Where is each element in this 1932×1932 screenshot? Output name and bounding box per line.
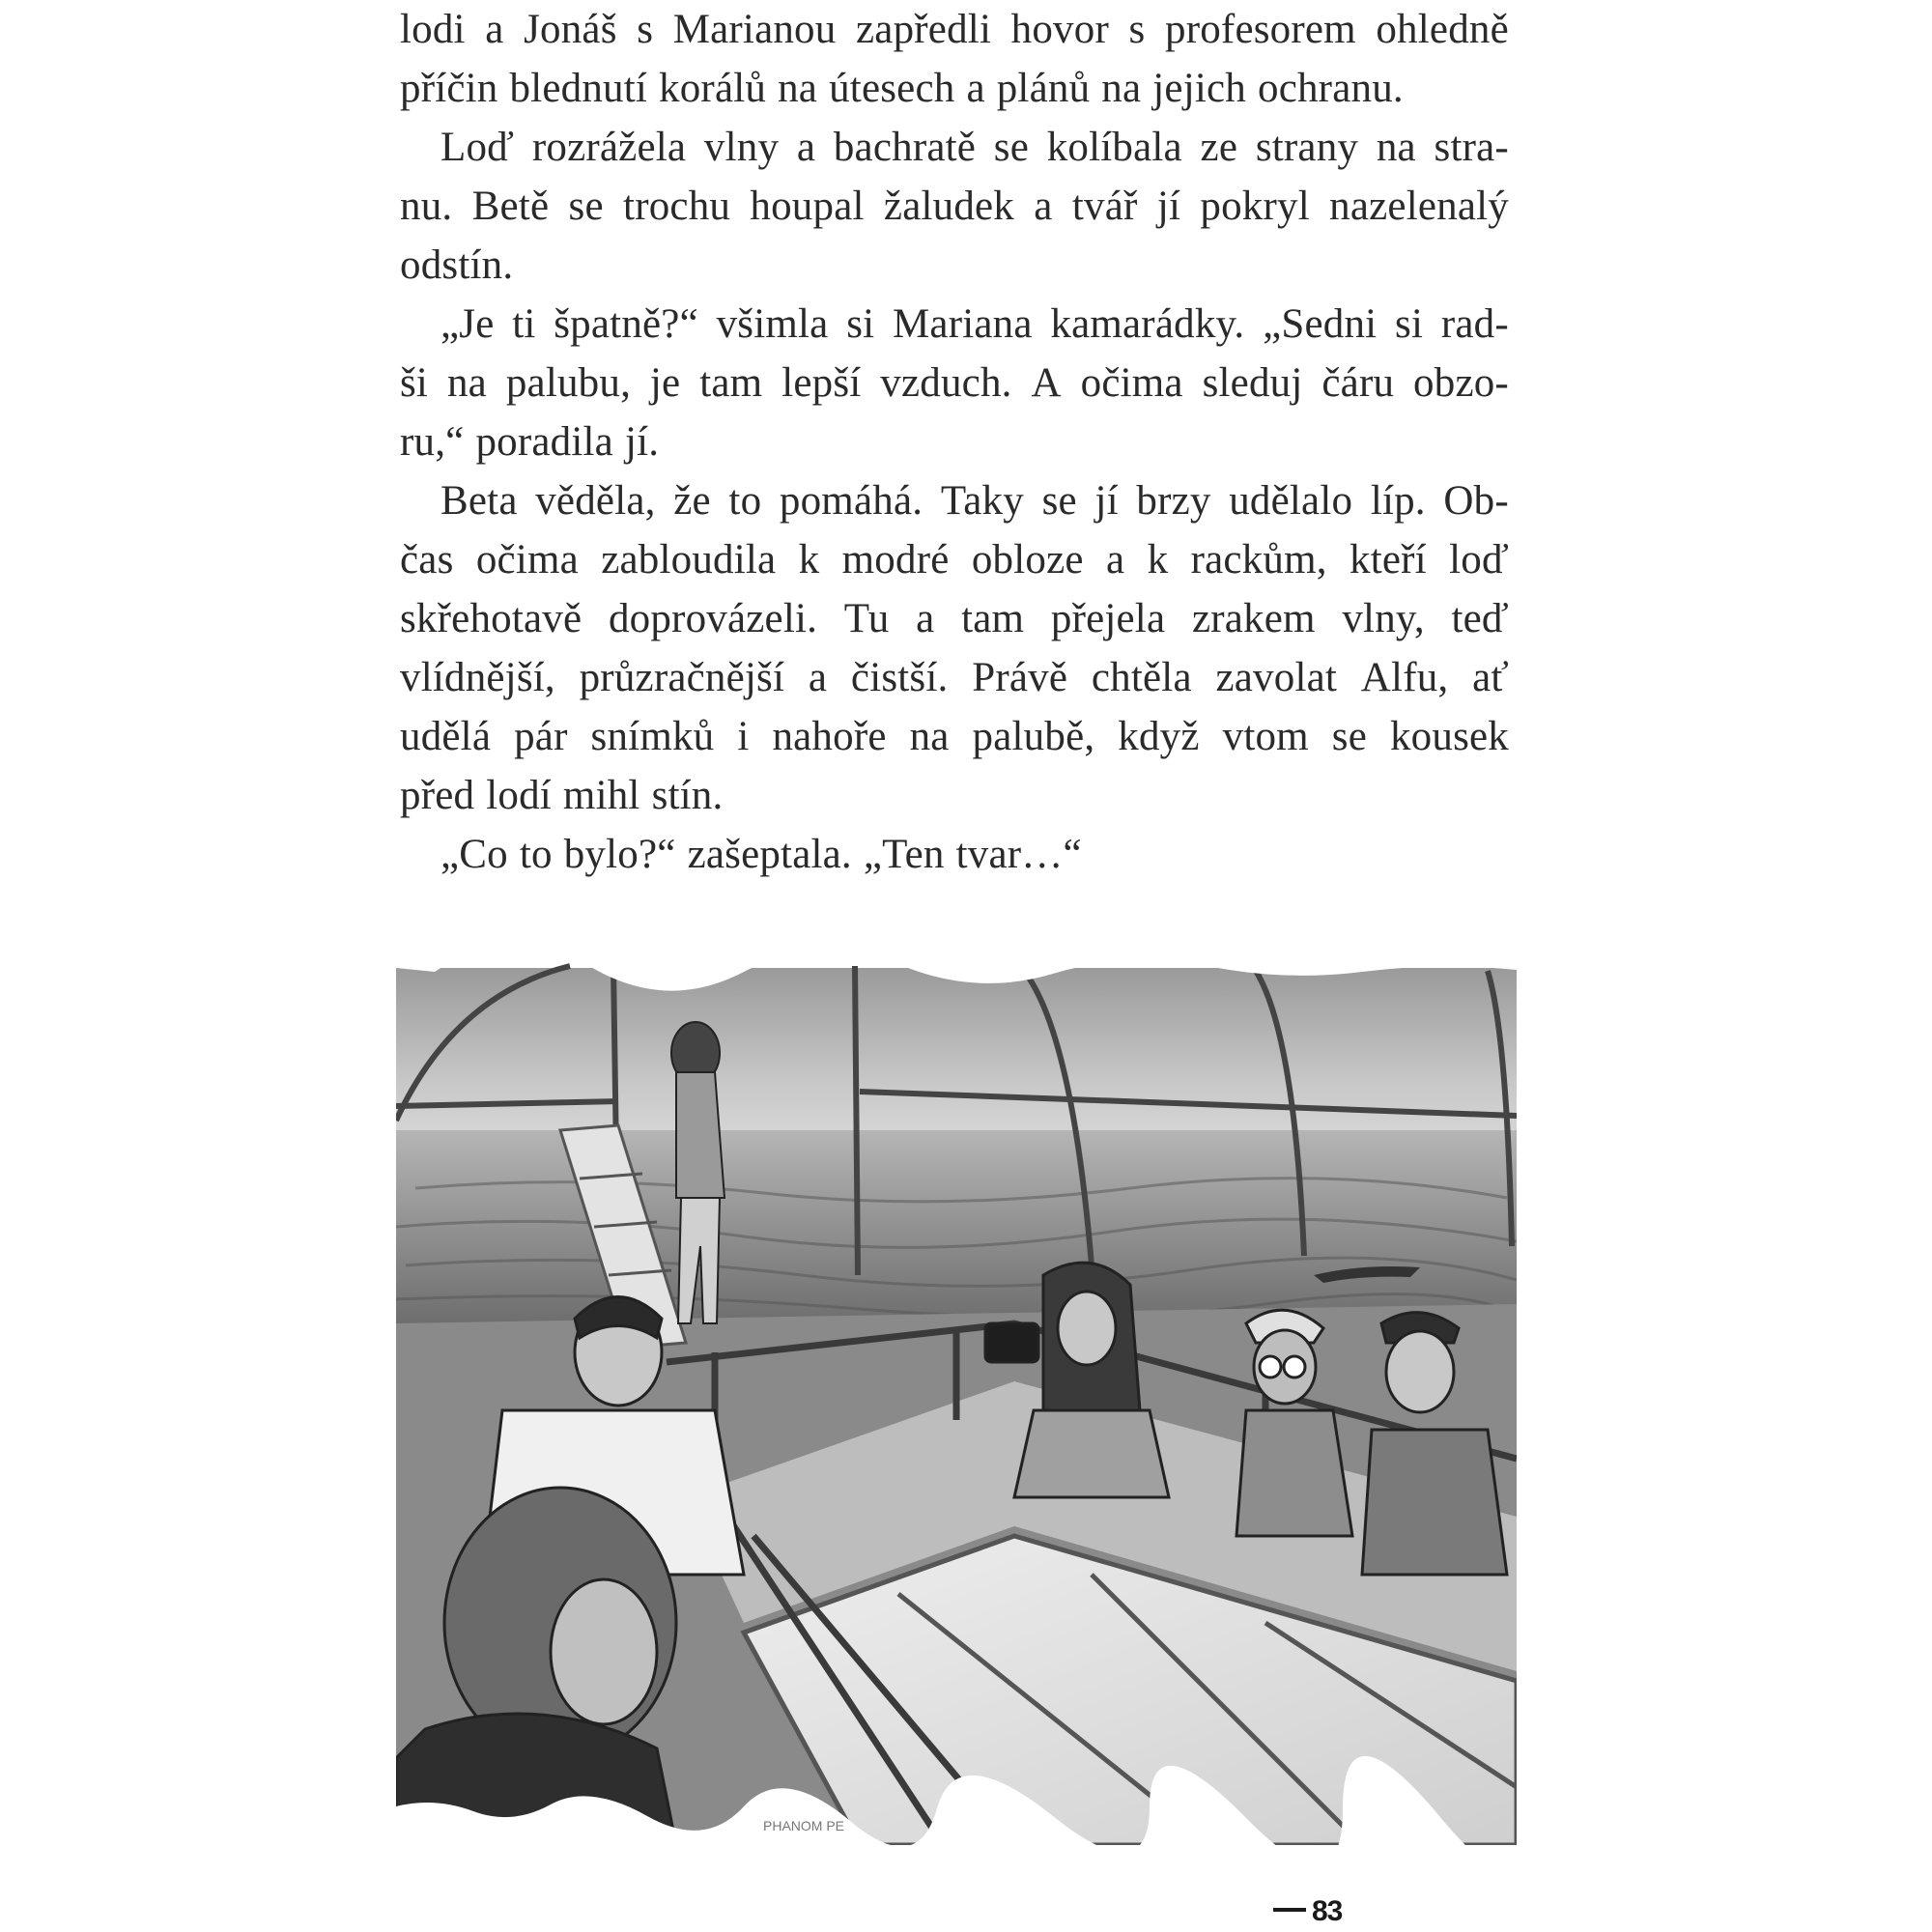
word: doprovázeli. <box>608 596 818 641</box>
word: a <box>966 66 985 111</box>
word: strany <box>1255 125 1359 170</box>
word: lodí <box>486 773 552 818</box>
word: si <box>1395 301 1424 347</box>
word: věděla, <box>535 478 656 524</box>
word: kamarádky. <box>1050 301 1245 347</box>
word: modré <box>841 537 950 582</box>
word: pokryl <box>1200 184 1310 229</box>
word: rackům, <box>1190 537 1327 582</box>
word: A <box>1031 360 1062 406</box>
word: Tu <box>843 596 890 641</box>
word: chtěla <box>1091 655 1192 700</box>
word: se <box>568 184 604 229</box>
word: ze <box>1200 125 1238 170</box>
word: jí. <box>624 419 660 465</box>
word: Beta <box>440 478 518 524</box>
word: a <box>1105 537 1125 582</box>
word: ru,“ <box>400 419 465 465</box>
word: ochranu. <box>1258 66 1404 111</box>
word: se <box>993 125 1030 170</box>
word: Marianou <box>672 7 837 52</box>
word: Právě <box>972 655 1068 700</box>
word: nu. <box>400 184 453 229</box>
word: je <box>649 360 681 406</box>
word: „Co <box>440 832 508 877</box>
word: obloze <box>971 537 1084 582</box>
word: houpal <box>750 184 865 229</box>
text-line <box>400 412 1509 471</box>
page-number-value: 83 <box>1312 1895 1343 1927</box>
word: a <box>485 7 504 52</box>
text-line <box>400 530 1509 589</box>
word: bachratě <box>833 125 977 170</box>
word: Betě <box>471 184 550 229</box>
word: vtom <box>1222 714 1309 759</box>
word: se <box>1041 478 1077 524</box>
text-line <box>400 354 1509 412</box>
word: jí <box>1094 478 1119 524</box>
page-number-dash <box>1273 1908 1306 1912</box>
word: tvář <box>1071 184 1138 229</box>
word: a <box>796 125 816 170</box>
word: čas <box>400 537 454 582</box>
word: zabloudila <box>601 537 777 582</box>
word: špatně?“ <box>554 301 698 347</box>
word: plánů <box>996 66 1091 111</box>
body-text <box>400 0 1509 884</box>
word: a <box>808 655 828 700</box>
text-line <box>400 236 1509 295</box>
word: nazelenalý <box>1329 184 1509 229</box>
word: očima <box>475 537 579 582</box>
word: korálů <box>659 66 767 111</box>
word: příčin <box>400 66 498 111</box>
word: na <box>446 360 487 406</box>
word: k <box>1147 537 1169 582</box>
word: „Ten <box>863 832 945 877</box>
text-line <box>400 707 1509 766</box>
word: čistší. <box>850 655 949 700</box>
word: útesech <box>829 66 955 111</box>
word: udělá <box>400 714 492 759</box>
word: jejich <box>1152 66 1246 111</box>
word: přejela <box>1050 596 1166 641</box>
word: zapředli <box>856 7 992 52</box>
word: když <box>1118 714 1200 759</box>
word: ši <box>400 360 429 406</box>
word: stín. <box>651 773 724 818</box>
text-line <box>400 825 1509 884</box>
word: skřehotavě <box>400 596 582 641</box>
word: tam <box>961 596 1025 641</box>
word: mihl <box>562 773 640 818</box>
word: to <box>519 832 553 877</box>
word: brzy <box>1136 478 1211 524</box>
word: jí <box>1156 184 1181 229</box>
word: rad- <box>1440 301 1509 347</box>
text-line <box>400 648 1509 707</box>
page-number <box>1273 1895 1342 1928</box>
word: obzo- <box>1413 360 1509 406</box>
word: palubu, <box>505 360 632 406</box>
word: teď <box>1451 596 1509 641</box>
word: na <box>1101 66 1142 111</box>
word: Alfu, <box>1360 655 1449 700</box>
word: a <box>916 596 935 641</box>
text-line <box>400 471 1509 530</box>
word: ohledně <box>1376 7 1509 52</box>
word: vzduch. <box>880 360 1012 406</box>
text-line <box>400 0 1509 59</box>
word: udělalo <box>1229 478 1353 524</box>
word: palubě, <box>972 714 1095 759</box>
word: tam <box>699 360 763 406</box>
word: „Je <box>440 301 495 347</box>
word: lepší <box>781 360 862 406</box>
word: stra- <box>1434 125 1509 170</box>
word: na <box>909 714 950 759</box>
word: a <box>1034 184 1053 229</box>
word: na <box>1376 125 1416 170</box>
word: blednutí <box>509 66 648 111</box>
word: k <box>798 537 820 582</box>
text-line <box>400 177 1509 236</box>
word: i <box>737 714 750 759</box>
word: pár <box>514 714 568 759</box>
word: zašeptala. <box>687 832 852 877</box>
word: se <box>1331 714 1368 759</box>
word: vlny, <box>1342 596 1425 641</box>
word: hovor <box>1010 7 1109 52</box>
illustration <box>396 956 1517 1845</box>
word: to <box>728 478 762 524</box>
artist-signature: PHANOM PE <box>763 1818 845 1833</box>
word: si <box>846 301 875 347</box>
word: kteří <box>1350 537 1427 582</box>
word: trochu <box>623 184 731 229</box>
word: na <box>778 66 818 111</box>
word: Taky <box>940 478 1024 524</box>
word: vlny <box>703 125 780 170</box>
word: že <box>673 478 711 524</box>
word: s <box>637 7 654 52</box>
word: Ob- <box>1443 478 1509 524</box>
word: všimla <box>716 301 829 347</box>
word: zavolat <box>1215 655 1338 700</box>
word: loď <box>1449 537 1509 582</box>
word: líp. <box>1370 478 1426 524</box>
word: poradila <box>475 419 613 465</box>
word: čáru <box>1321 360 1395 406</box>
text-line <box>400 118 1509 177</box>
word: kousek <box>1389 714 1509 759</box>
word: lodi <box>400 7 466 52</box>
word: ti <box>512 301 536 347</box>
word: Jonáš <box>524 7 617 52</box>
boat-deck-illustration <box>396 956 1517 1845</box>
text-line <box>400 59 1509 118</box>
word: s <box>1128 7 1146 52</box>
word: očima <box>1080 360 1183 406</box>
word: kolíbala <box>1046 125 1182 170</box>
word: Mariana <box>893 301 1033 347</box>
word: bylo?“ <box>563 832 676 877</box>
word: nahoře <box>772 714 887 759</box>
word: zrakem <box>1191 596 1316 641</box>
word: snímků <box>590 714 715 759</box>
word: sleduj <box>1202 360 1303 406</box>
text-line <box>400 589 1509 648</box>
word: vlídnější, <box>400 655 555 700</box>
text-line <box>400 295 1509 354</box>
word: „Sedni <box>1263 301 1378 347</box>
word: rozrážela <box>531 125 687 170</box>
word: pomáhá. <box>779 478 923 524</box>
word: tvar…“ <box>955 832 1082 877</box>
word: Loď <box>440 125 515 170</box>
word: průzračnější <box>579 655 785 700</box>
word: odstín. <box>400 242 514 288</box>
word: profesorem <box>1165 7 1356 52</box>
word: před <box>400 773 475 818</box>
word: žaludek <box>883 184 1015 229</box>
text-line <box>400 766 1509 825</box>
word: ať <box>1472 655 1509 700</box>
